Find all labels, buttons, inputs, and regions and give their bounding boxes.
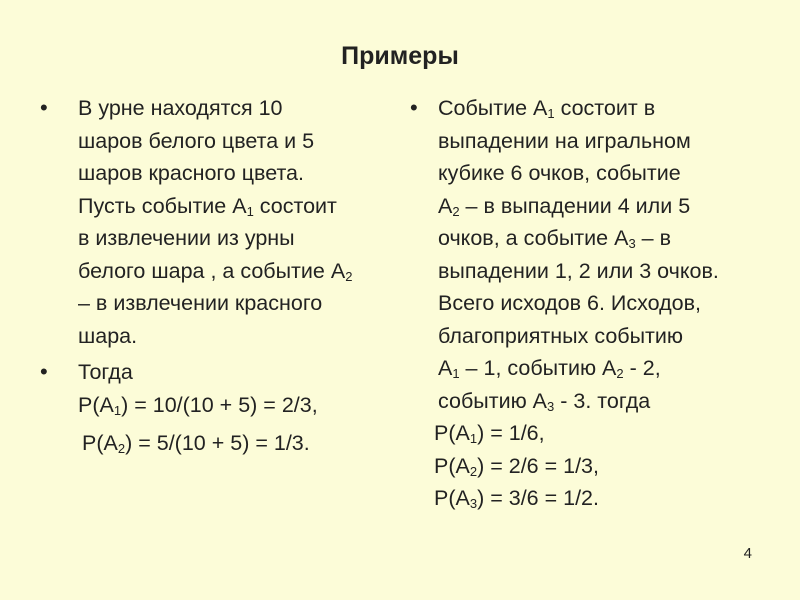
page-number: 4 [743, 545, 752, 562]
text-line: шаров белого цвета и 5 [78, 128, 315, 153]
text-line: В урне находятся 10 [78, 96, 283, 120]
left-bullet-then [40, 356, 380, 389]
text-line: выпадении 1, 2 или 3 очков. [438, 258, 719, 283]
right-bullet-dice [410, 92, 780, 417]
text-line: кубике 6 очков, событие [438, 161, 681, 185]
text-line: выпадении на игральном [438, 128, 691, 153]
bullet-icon: • [40, 359, 48, 384]
formula-line: $Р(А_3) = 3/6 = 1/2$. [434, 486, 599, 511]
text-line: $А_2$ – в выпадении 4 или 5 [438, 193, 691, 219]
bullet-icon: • [40, 95, 48, 120]
slide-title: Примеры [341, 42, 459, 70]
text-line: шаров красного цвета. [78, 161, 304, 185]
text-line: – в извлечении красного [78, 291, 323, 315]
text-line: событию $А_3 - 3$. тогда [438, 388, 651, 414]
text-line: очков, а событие $А_3$ – в [438, 226, 671, 251]
text-line: Всего исходов 6. Исходов, [438, 291, 701, 315]
formula-line: $Р(А_1) = 10/(10 + 5) = 2/3$, [78, 392, 318, 418]
text-line: Событие $А_1$ состоит в [438, 96, 656, 121]
text-line: Тогда [78, 360, 133, 384]
formula-line: $Р(А_2) = 5/(10 + 5) = 1/3$. [82, 431, 310, 456]
text-line: Пусть событие $А_1$ состоит [78, 193, 337, 219]
left-column [40, 92, 380, 460]
text-line: в извлечении из урны [78, 226, 295, 250]
left-bullet-urn [40, 92, 380, 352]
formula-line: $Р(А_2) = 2/6 = 1/3$, [434, 453, 599, 479]
text-line: $А_1 - 1$, событию $А_2 - 2$, [438, 356, 661, 381]
formula-line: $Р(А_1) = 1/6$, [434, 421, 545, 446]
text-line: шара. [78, 323, 138, 348]
right-column [410, 92, 780, 515]
bullet-icon: • [410, 95, 418, 120]
text-line: белого шара , а событие $А_2$ [78, 258, 353, 284]
text-line: благоприятных событию [438, 323, 684, 348]
